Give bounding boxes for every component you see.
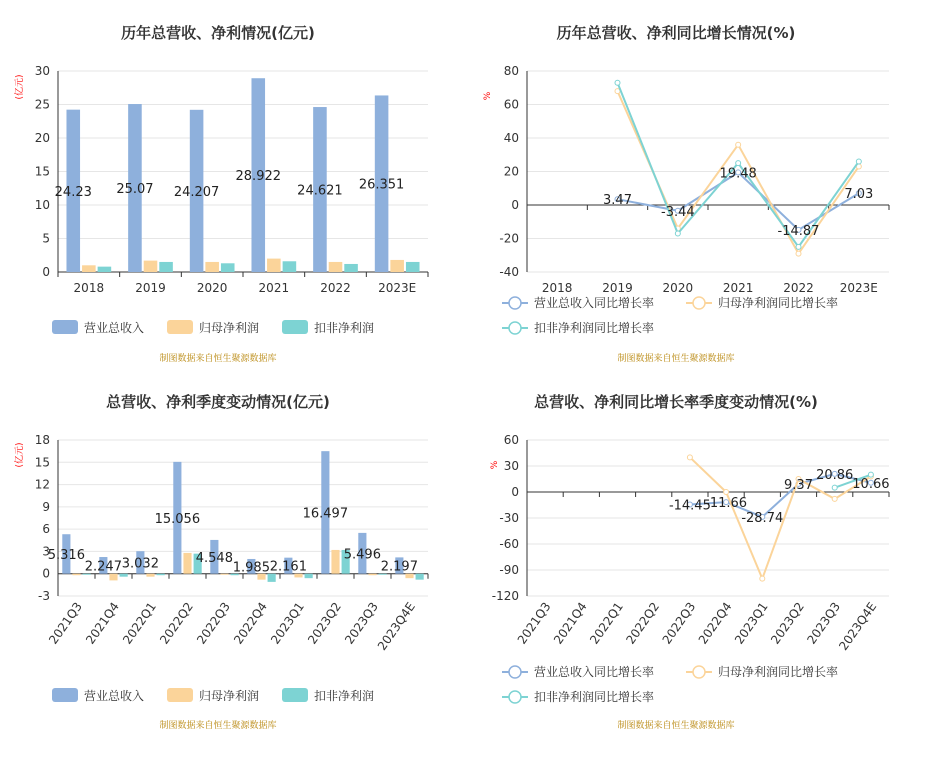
bar (331, 550, 339, 574)
y-tick-label: 0 (511, 485, 519, 499)
legend-swatch-marker (509, 322, 521, 334)
data-source-note: 制图数据来自恒生聚源数据库 (159, 354, 277, 364)
y-tick-label: 0 (42, 265, 50, 279)
bar (183, 553, 191, 574)
legend-swatch (52, 688, 78, 702)
bar (406, 262, 420, 272)
annual-revenue-profit-chart (13, 24, 428, 364)
point (736, 142, 741, 147)
legend-swatch (282, 320, 308, 334)
y-tick-label: -90 (499, 563, 519, 577)
legend (52, 688, 374, 703)
data-label: -11.66 (705, 496, 748, 512)
chart-title: 历年总营收、净利同比增长情况(%) (556, 24, 796, 42)
legend (52, 320, 374, 335)
x-tick-label: 2023Q1 (731, 599, 771, 647)
data-source-note: 制图数据来自恒生聚源数据库 (617, 721, 735, 731)
bar (416, 574, 424, 580)
x-tick-label: 2022Q2 (623, 599, 663, 647)
bar (144, 261, 158, 272)
x-tick-label: 2022Q3 (194, 599, 233, 647)
x-tick-label: 2022 (783, 281, 814, 295)
point (687, 455, 692, 460)
bar (146, 574, 154, 577)
point (832, 496, 837, 501)
x-tick-label: 2019 (135, 281, 166, 295)
quarterly-revenue-profit-chart (13, 393, 428, 731)
y-tick-label: 0 (42, 566, 50, 581)
data-label: 7.03 (844, 187, 874, 203)
x-tick-label: 2022Q4 (695, 599, 735, 647)
legend-label: 营业总收入 (84, 689, 145, 703)
x-tick-label: 2022 (320, 281, 351, 295)
y-tick-label: 25 (34, 97, 50, 112)
y-tick-label: 20 (503, 164, 519, 179)
y-tick-label: -60 (499, 537, 519, 551)
legend-label: 营业总收入同比增长率 (534, 665, 655, 679)
bar (368, 574, 376, 575)
x-tick-label: 2023Q1 (268, 599, 307, 647)
point (760, 576, 765, 581)
data-label: 5.316 (47, 547, 85, 563)
data-label: 24.23 (54, 184, 92, 200)
bar (72, 574, 80, 575)
data-label: 2.161 (269, 559, 307, 575)
y-tick-label: 6 (42, 522, 50, 537)
y-unit-label: (亿元) (15, 74, 25, 100)
bar (220, 574, 228, 575)
y-tick-label: 30 (34, 64, 50, 78)
data-source-note: 制图数据来自恒生聚源数据库 (159, 721, 277, 731)
y-tick-label: -40 (499, 265, 519, 279)
y-tick-label: 20 (34, 131, 50, 145)
data-label: 9.37 (784, 477, 813, 493)
quarterly-growth-chart (490, 393, 890, 731)
x-tick-label: 2023Q3 (804, 599, 844, 647)
legend-label: 扣非净利润 (314, 321, 375, 335)
legend-label: 扣非净利润 (314, 689, 375, 703)
legend (502, 295, 838, 335)
data-label: 28.922 (235, 169, 282, 185)
bar (159, 262, 173, 272)
x-tick-label: 2022Q4 (231, 599, 270, 647)
bar (267, 259, 281, 272)
x-tick-label: 2022Q3 (659, 599, 699, 647)
x-tick-label: 2019 (602, 281, 633, 295)
x-tick-label: 2021 (722, 281, 754, 295)
data-label: 2.247 (84, 559, 122, 575)
y-tick-label: 0 (511, 198, 519, 212)
x-tick-label: 2022Q1 (120, 599, 159, 647)
legend-label: 归母净利润 (199, 321, 260, 335)
x-tick-label: 2018 (541, 281, 573, 295)
x-tick-label: 2020 (196, 281, 228, 295)
legend-swatch-marker (509, 666, 521, 678)
data-label: 24.207 (173, 184, 220, 200)
legend-swatch (167, 320, 193, 334)
y-tick-label: 5 (42, 231, 50, 246)
chart-title: 总营收、净利同比增长率季度变动情况(%) (534, 393, 818, 411)
y-unit-label: % (483, 91, 493, 101)
data-label: -14.87 (777, 223, 820, 239)
annual-growth-chart (483, 24, 889, 364)
point (856, 159, 861, 164)
data-label: 3.032 (121, 556, 159, 572)
data-label: -3.44 (661, 204, 695, 220)
chart-title: 历年总营收、净利情况(亿元) (121, 24, 315, 42)
x-tick-label: 2023E (839, 281, 878, 295)
x-tick-label: 2023Q3 (342, 599, 381, 647)
y-tick-label: -3 (38, 589, 50, 603)
bar (82, 265, 96, 272)
y-tick-label: -30 (499, 511, 519, 525)
y-tick-label: 3 (42, 544, 50, 559)
bar (283, 261, 297, 272)
x-tick-label: 2023Q2 (768, 599, 807, 647)
legend-swatch-marker (509, 297, 521, 309)
y-tick-label: 60 (503, 97, 519, 112)
bar (221, 263, 235, 272)
y-tick-label: 18 (34, 433, 50, 447)
data-label: 15.056 (154, 511, 201, 527)
data-label: 10.66 (852, 476, 890, 492)
x-tick-label: 2023Q2 (305, 599, 344, 647)
point (796, 251, 801, 256)
x-tick-label: 2021 (258, 281, 290, 295)
point (736, 161, 741, 166)
x-tick-label: 2021Q3 (514, 599, 554, 647)
y-tick-label: 15 (34, 164, 50, 179)
legend-swatch (52, 320, 78, 334)
data-label: 19.48 (719, 166, 757, 182)
legend-label: 归母净利润同比增长率 (718, 296, 839, 310)
data-label: 25.07 (116, 182, 154, 198)
data-label: 24.621 (297, 183, 343, 199)
x-tick-label: 2021Q4 (83, 599, 122, 647)
point (832, 485, 837, 490)
y-tick-label: 80 (503, 64, 519, 78)
data-label: 5.496 (343, 547, 381, 563)
data-label: 3.47 (603, 193, 632, 209)
bar (98, 267, 112, 272)
legend (502, 664, 838, 704)
bar (109, 574, 117, 581)
data-label: 1.985 (232, 560, 270, 576)
data-label: -14.45 (668, 498, 711, 514)
bar (390, 260, 404, 272)
y-tick-label: 30 (503, 459, 519, 473)
bar (344, 264, 358, 272)
data-label: 2.197 (380, 559, 418, 575)
x-tick-label: 2022Q2 (157, 599, 196, 647)
legend-label: 营业总收入 (84, 321, 145, 335)
data-label: 20.86 (816, 467, 854, 483)
y-unit-label: % (490, 460, 500, 470)
y-tick-label: -120 (491, 589, 519, 603)
legend-swatch (282, 688, 308, 702)
y-tick-label: 40 (503, 131, 519, 145)
x-tick-label: 2018 (73, 281, 105, 295)
legend-swatch-marker (509, 691, 521, 703)
y-tick-label: 15 (34, 455, 50, 470)
legend-swatch-marker (693, 297, 705, 309)
bar (329, 262, 343, 272)
data-source-note: 制图数据来自恒生聚源数据库 (617, 354, 735, 364)
data-label: 26.351 (358, 177, 405, 193)
legend-label: 归母净利润 (199, 689, 260, 703)
x-tick-label: 2023Q4E (374, 599, 418, 653)
y-tick-label: 60 (503, 433, 519, 447)
legend-label: 营业总收入同比增长率 (534, 296, 655, 310)
x-tick-label: 2023Q4E (836, 599, 880, 653)
x-tick-label: 2021Q3 (46, 599, 85, 647)
y-tick-label: -20 (499, 231, 519, 246)
x-tick-label: 2022Q1 (587, 599, 626, 647)
y-unit-label: (亿元) (15, 442, 25, 468)
y-tick-label: 9 (42, 499, 50, 514)
y-tick-label: 12 (34, 477, 50, 492)
legend-swatch (167, 688, 193, 702)
legend-label: 扣非净利润同比增长率 (534, 690, 655, 704)
data-label: 16.497 (302, 506, 349, 522)
chart-title: 总营收、净利季度变动情况(亿元) (106, 393, 330, 411)
point (724, 490, 729, 495)
data-label: -28.74 (741, 510, 784, 526)
bar (205, 262, 219, 272)
x-tick-label: 2021Q4 (550, 599, 590, 647)
point (675, 231, 680, 236)
x-tick-label: 2023E (378, 281, 417, 295)
legend-swatch-marker (693, 666, 705, 678)
point (796, 244, 801, 249)
data-label: 4.548 (195, 550, 233, 566)
y-tick-label: 10 (34, 198, 50, 212)
point (615, 80, 620, 85)
x-tick-label: 2020 (662, 281, 694, 295)
bar (157, 574, 165, 575)
legend-label: 归母净利润同比增长率 (718, 665, 839, 679)
legend-label: 扣非净利润同比增长率 (534, 321, 655, 335)
